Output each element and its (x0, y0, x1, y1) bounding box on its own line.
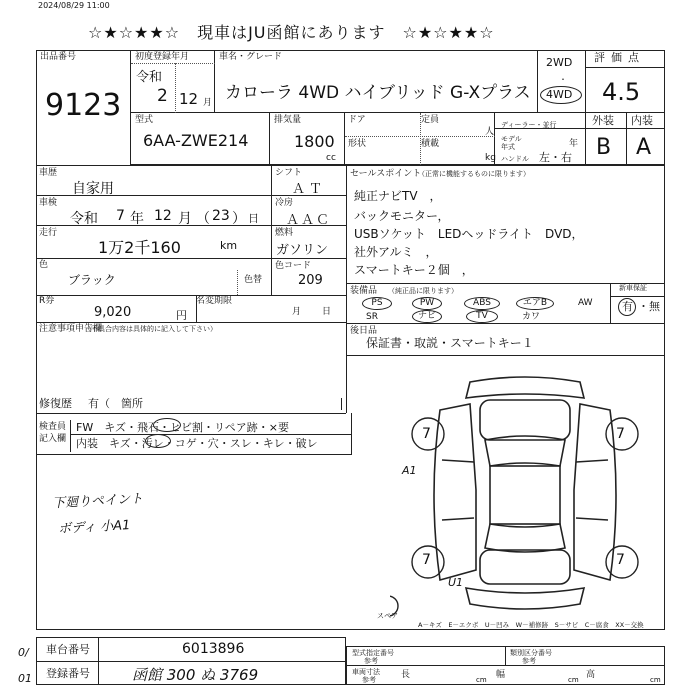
divider (237, 270, 238, 295)
history-label: 車歴 (39, 168, 58, 178)
divider (346, 665, 665, 666)
shift-label: シフト (275, 168, 303, 178)
fuel-value: ガソリン (276, 243, 329, 258)
load-unit: kg (485, 153, 496, 163)
inspector-row-interior: 内装 キズ・汚レ・コゲ・穴・スレ・キレ・破レ (76, 437, 318, 450)
wheel-mark: 7 (422, 552, 431, 568)
displacement-cell (270, 113, 345, 165)
equipment-ps: PS (362, 297, 392, 310)
history-block: 車歴 自家用 車検 令和 7 年 12 月 （ 23 ） 日 走行 1万2千160 km 色 ブラック 色替 R券 9,020 円 名変期限 月 日 注意事項申告欄 （不具合内容は具体的に記入して下さい） 修復歴 有（ 箇所 (39, 168, 332, 410)
color-code-label: 色コード (275, 261, 312, 271)
width-unit: cm (568, 676, 579, 684)
attachments-label: 後日品 (350, 326, 378, 336)
ref-label: 参考 (364, 657, 378, 665)
fuel-label: 燃料 (275, 228, 294, 238)
dealer-label: ディーラー・並行 (501, 121, 557, 129)
lot-label: 出品番号 (40, 52, 77, 62)
shift-value: ＡＴ (292, 182, 327, 197)
equipment-aw: AW (578, 298, 593, 308)
divider (70, 434, 352, 435)
divider (36, 195, 271, 196)
divider (346, 355, 665, 356)
handle-value: 左・右 (539, 151, 572, 164)
int-label: 内装 (631, 114, 653, 127)
selling-points-note: （正常に機能するものに限ります） (418, 170, 530, 178)
equipment-pw: PW (412, 297, 442, 310)
grade-value: 4.5 (602, 78, 641, 106)
load-label: 積載 (421, 139, 440, 149)
inspection-month: 12 (154, 208, 172, 224)
grade-cell (586, 50, 665, 113)
rear-window (485, 524, 565, 552)
repair-value: 有（ 箇所 (88, 397, 143, 410)
recycle-label: R券 (39, 296, 55, 306)
divider (36, 661, 346, 662)
first-registration-cell (131, 50, 215, 113)
first-reg-month: 12 (179, 90, 199, 108)
ac-value: ＡＡＣ (286, 213, 332, 228)
inspector-label-2: 記入欄 (39, 434, 67, 444)
timestamp: 2024/08/29 11:00 (38, 1, 110, 10)
dims-ref: 参考 (362, 676, 376, 684)
damage-note-u1: U1 (448, 576, 464, 589)
attachments-value: 保証書・取説・スマートキー１ (366, 336, 534, 350)
drive-cell: 2WD ・ 4WD (538, 50, 586, 113)
front-bumper (466, 377, 584, 398)
model-label: 車名・グレード (219, 52, 283, 62)
model-cell (215, 50, 538, 113)
left-side (434, 404, 476, 580)
inspector-row-fw: FW キズ・飛石・ヒビ割・リペア跡・×要 (76, 421, 289, 434)
margin-mark: 0/ (18, 646, 29, 659)
mileage-value: 1万2千160 (98, 238, 181, 257)
trunk (480, 550, 570, 584)
length-label: 長 (401, 670, 411, 680)
equipment-tv: TV (466, 310, 498, 323)
ref-label: 参考 (522, 657, 536, 665)
divider (495, 128, 586, 129)
divider (36, 322, 346, 323)
height-label: 高 (586, 670, 596, 680)
disp-value: 1800 (294, 132, 335, 151)
divider (341, 398, 342, 410)
chassis-value: 6013896 (182, 641, 245, 657)
handwritten-note-1: 下廻りペイント (51, 491, 144, 512)
divider (626, 113, 627, 165)
dealer-cell (495, 113, 586, 165)
divider (98, 637, 99, 685)
divider (271, 225, 346, 226)
divider (196, 295, 197, 322)
model-year-unit: 年 (569, 139, 579, 149)
chassis-label: 車台番号 (46, 643, 90, 656)
first-reg-label: 初度登録年月 (135, 52, 190, 62)
front-hood (480, 400, 570, 440)
selling-points-label: セールスポイント (350, 169, 422, 179)
mileage-unit: km (220, 239, 238, 252)
divider (610, 296, 665, 297)
int-value: A (636, 135, 652, 160)
handle-label: ハンドル (501, 155, 529, 163)
wheel-mark: 7 (616, 552, 625, 568)
name-change-label: 名変期限 (196, 296, 233, 306)
type-value: 6AA-ZWE214 (143, 131, 249, 150)
right-side (574, 404, 616, 580)
ext-value: B (596, 135, 612, 160)
selling-point-line: 社外アルミ ， (354, 245, 438, 259)
inspection-year-unit: 年 (130, 211, 144, 227)
drive-4wd: 4WD (546, 88, 573, 101)
capacity-label: 定員 (421, 115, 440, 125)
color-code-value: 209 (298, 273, 323, 288)
damage-note-a1: A1 (402, 464, 417, 477)
lot-number: 9123 (45, 88, 122, 123)
name-change-day: 日 (322, 307, 332, 317)
divider (346, 323, 665, 324)
registration-label: 登録番号 (46, 667, 90, 680)
divider (420, 113, 421, 165)
divider (70, 420, 71, 452)
equipment-navi: ナビ (412, 310, 442, 323)
divider (271, 258, 346, 259)
divider (131, 63, 215, 64)
inspection-day: 23 (212, 208, 230, 224)
equipment-airbag: エアB (516, 297, 554, 310)
ext-label: 外装 (592, 114, 614, 127)
divider (610, 283, 611, 323)
history-value: 自家用 (72, 181, 114, 197)
inspector-label: 検査員 (39, 422, 67, 432)
category-label: 類別区分番号 (510, 649, 552, 657)
name-change-month: 月 (292, 307, 302, 317)
shape-label: 形状 (348, 139, 367, 149)
color-change-label: 色替 (244, 275, 263, 285)
inspection-label: 車検 (39, 198, 58, 208)
divider (505, 646, 506, 665)
recycle-unit: 円 (176, 309, 187, 322)
divider (175, 63, 176, 113)
door-label: ドア (348, 115, 366, 125)
notes-label: 注意事項申告欄 (39, 324, 103, 334)
drive-2wd: 2WD (546, 56, 573, 69)
equipment-leather: カワ (522, 312, 541, 322)
type-label: 型式 (135, 115, 154, 125)
specs-block (271, 165, 346, 295)
height-unit: cm (650, 676, 661, 684)
first-reg-era: 令和 (136, 70, 163, 85)
new-car-yes: 有 (622, 300, 633, 313)
equipment-note: （純正品に限ります） (388, 287, 458, 295)
selling-points-block (346, 165, 665, 283)
color-label: 色 (39, 260, 49, 270)
registration-value: 函館 300 ぬ 3769 (132, 666, 259, 684)
new-car-label: 新車保証 (619, 284, 647, 292)
wheel-mark: 7 (616, 426, 625, 442)
damage-legend: A－キズ E－エクボ U－凹み W－補修跡 S－サビ C－腐食 XX－交換 (418, 621, 644, 629)
roof (490, 466, 560, 524)
ac-label: 冷房 (275, 198, 294, 208)
first-reg-month-unit: 月 (203, 98, 213, 108)
divider (36, 258, 271, 259)
selling-point-line: スマートキー２個 ， (354, 263, 474, 277)
length-unit: cm (476, 676, 487, 684)
rear-bumper (466, 588, 584, 609)
divider (36, 225, 271, 226)
notes-sub: （不具合内容は具体的に記入して下さい） (84, 325, 217, 333)
type-cell (131, 113, 270, 165)
equipment-sr: SR (366, 312, 378, 322)
disp-label: 排気量 (274, 115, 302, 125)
equipment-label: 装備品 (350, 286, 378, 296)
inspection-era: 令和 (70, 211, 98, 227)
capacity-unit: 人 (485, 127, 495, 137)
lot-cell (36, 50, 131, 165)
new-car-no: 無 (649, 300, 660, 313)
handwritten-note-2: ボディ 小A1 (57, 518, 131, 537)
car-diagram (390, 370, 660, 620)
selling-point-line: 純正ナビTV ， (354, 189, 442, 203)
wheel-mark: 7 (422, 426, 431, 442)
divider (36, 295, 346, 296)
selling-point-line: バックモニター， (354, 209, 450, 223)
dims-label: 車両寸法 (352, 668, 380, 676)
type-designation-label: 型式指定番号 (352, 649, 394, 657)
repair-label: 修復歴 (39, 397, 72, 410)
first-reg-year: 2 (157, 86, 168, 106)
mileage-label: 走行 (39, 228, 58, 238)
margin-mark: 01 (18, 672, 32, 685)
divider (586, 67, 665, 68)
model-year-label: モデル年式 (501, 135, 522, 151)
equipment-abs: ABS (464, 297, 500, 310)
spare-label: スペア (377, 612, 398, 620)
inspection-month-unit: 月 (178, 211, 192, 227)
inspection-year: 7 (116, 208, 125, 224)
disp-unit: cc (326, 153, 336, 163)
equipment-block: 装備品 （純正品に限ります） 新車保証 PS PW ABS エアB AW SR ナビ TV カワ 有 ・ 無 (350, 284, 660, 322)
divider (271, 195, 346, 196)
width-label: 幅 (496, 670, 506, 680)
color-value: ブラック (68, 273, 116, 287)
model-name: カローラ 4WD ハイブリッド G-Xプラス (225, 83, 531, 103)
recycle-value: 9,020 (94, 305, 132, 320)
banner: ☆★☆★★☆ 現車はJU函館にあります ☆★☆★★☆ (88, 23, 495, 42)
grade-label: 評価点 (594, 51, 645, 64)
inspection-day-unit: 日 (248, 212, 259, 225)
selling-point-line: USBソケット LEDヘッドライト DVD， (354, 227, 584, 241)
